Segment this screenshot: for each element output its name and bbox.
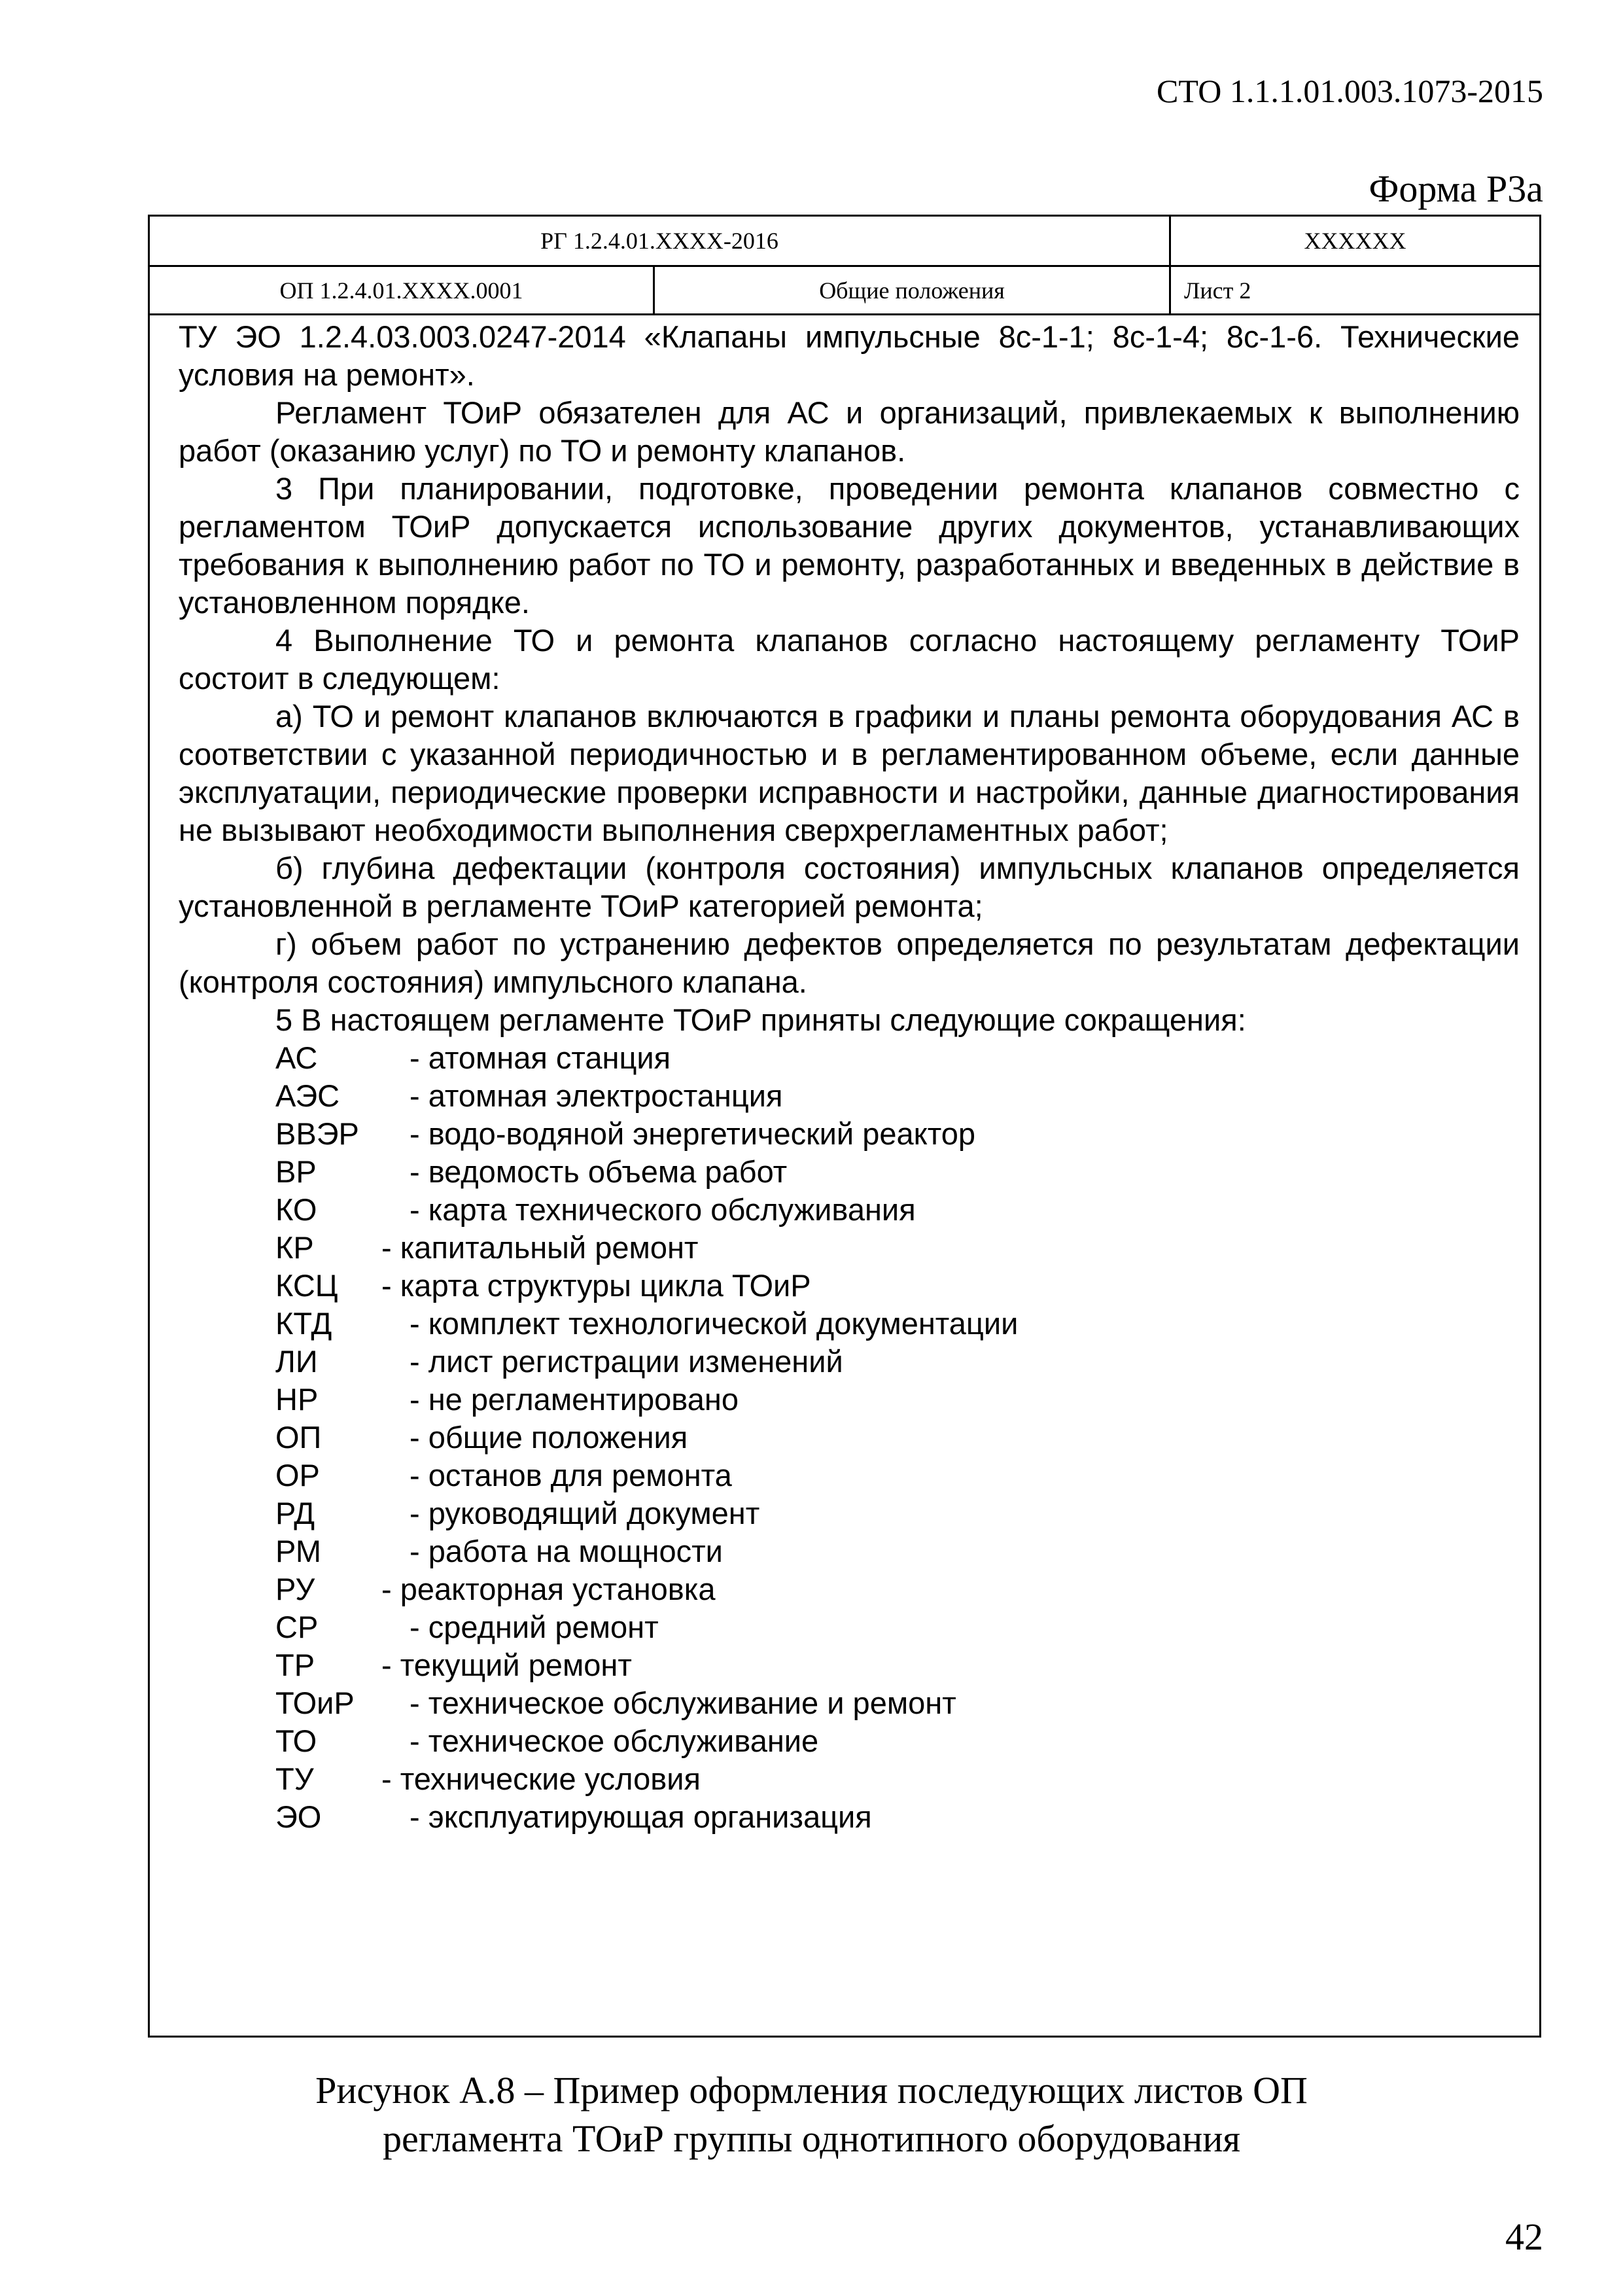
abbreviation-definition: - атомная электростанция	[410, 1078, 783, 1113]
abbreviation-code: АС	[275, 1040, 318, 1075]
doc-code-placeholder: ХХХХХХ	[1304, 228, 1406, 254]
abbreviation-code: КР	[275, 1230, 314, 1265]
abbreviation-code: РУ	[275, 1572, 315, 1606]
abbreviation-definition: - капитальный ремонт	[381, 1230, 699, 1265]
abbreviation-item	[179, 1153, 1520, 1191]
abbreviation-definition: - работа на мощности	[410, 1534, 723, 1568]
abbreviation-item	[179, 1760, 1520, 1798]
paragraph-5: 5 В настоящем регламенте ТОиР приняты следующие сокращения:	[275, 1002, 1246, 1037]
abbreviation-item	[179, 1229, 1520, 1267]
abbreviation-item	[179, 1570, 1520, 1608]
abbreviation-definition: - общие положения	[410, 1420, 688, 1455]
section-title: Общие положения	[819, 277, 1005, 304]
abbreviation-code: СР	[275, 1610, 319, 1644]
abbreviation-item	[179, 1381, 1520, 1419]
form-frame	[148, 215, 1541, 2038]
abbreviation-item	[179, 1457, 1520, 1494]
abbreviation-code: НР	[275, 1382, 319, 1417]
paragraph-mandatory: Регламент ТОиР обязателен для АС и организаций, привлекаемых к выполнению работ (оказанию услуг) по ТО и ремонту клапанов.	[179, 395, 1520, 468]
abbreviation-definition: - технические условия	[381, 1761, 701, 1796]
abbreviation-code: КСЦ	[275, 1268, 338, 1303]
abbreviation-item	[179, 1722, 1520, 1760]
abbreviation-code: РМ	[275, 1534, 321, 1568]
abbreviation-item	[179, 1532, 1520, 1570]
abbreviation-definition: - останов для ремонта	[410, 1458, 732, 1492]
abbreviation-code: ЭО	[275, 1799, 322, 1834]
section-code: ОП 1.2.4.01.ХХХХ.0001	[279, 277, 523, 304]
abbreviation-item	[179, 1039, 1520, 1077]
abbreviation-item	[179, 1305, 1520, 1343]
abbreviation-definition: - лист регистрации изменений	[410, 1344, 843, 1379]
caption-line-2: регламента ТОиР группы однотипного оборудования	[382, 2117, 1241, 2160]
frame-header-row-1	[150, 217, 1539, 267]
form-label: Форма Р3а	[1369, 168, 1543, 210]
abbreviation-code: ТО	[275, 1723, 317, 1758]
document-code: СТО 1.1.1.01.003.1073-2015	[1157, 73, 1543, 109]
abbreviation-definition: - реакторная установка	[381, 1572, 716, 1606]
abbreviation-code: ВР	[275, 1154, 317, 1189]
abbreviation-code: ОП	[275, 1420, 322, 1455]
abbreviation-code: ОР	[275, 1458, 320, 1492]
abbreviation-code: ТОиР	[275, 1686, 355, 1720]
code-cell	[1171, 217, 1539, 265]
abbreviation-definition: - техническое обслуживание и ремонт	[410, 1686, 956, 1720]
abbreviation-item	[179, 1419, 1520, 1457]
abbreviation-definition: - карта структуры цикла ТОиР	[381, 1268, 811, 1303]
section-code-cell	[150, 267, 655, 313]
frame-header-row-2	[150, 267, 1539, 315]
abbreviation-item	[179, 1494, 1520, 1532]
paragraph-4b: б) глубина дефектации (контроля состояния) импульсных клапанов определяется установленной в регламенте ТОиР категорией ремонта;	[179, 851, 1520, 923]
abbreviation-item	[179, 1608, 1520, 1646]
abbreviation-definition: - руководящий документ	[410, 1496, 760, 1530]
abbreviation-definition: - текущий ремонт	[381, 1648, 632, 1682]
abbreviation-item	[179, 1077, 1520, 1115]
abbreviation-list	[179, 1039, 1520, 1836]
abbreviation-definition: - карта технического обслуживания	[410, 1192, 916, 1227]
abbreviation-code: ТУ	[275, 1761, 314, 1796]
paragraph-tu-reference: ТУ ЭО 1.2.4.03.003.0247-2014 «Клапаны импульсные 8с-1-1; 8с-1-4; 8с-1-6. Технические условия на ремонт».	[179, 319, 1520, 392]
abbreviation-item	[179, 1646, 1520, 1684]
abbreviation-code: КО	[275, 1192, 317, 1227]
abbreviation-item	[179, 1343, 1520, 1381]
section-title-cell	[655, 267, 1171, 313]
abbreviation-item	[179, 1684, 1520, 1722]
abbreviation-code: ВВЭР	[275, 1116, 359, 1151]
abbreviation-definition: - атомная станция	[410, 1040, 671, 1075]
paragraph-3: 3 При планировании, подготовке, проведении ремонта клапанов совместно с регламентом ТОиР допускается использование других документов, устанавливающих требования к выполнению работ по ТО и ремонту, разработанных и введенных в действие в установленном порядке.	[179, 471, 1520, 620]
page-number: 42	[1505, 2216, 1543, 2258]
sheet-cell	[1171, 267, 1539, 313]
abbreviation-definition: - комплект технологической документации	[410, 1306, 1019, 1341]
abbreviation-definition: - не регламентировано	[410, 1382, 739, 1417]
abbreviation-code: РД	[275, 1496, 315, 1530]
abbreviation-code: АЭС	[275, 1078, 340, 1113]
caption-line-1: Рисунок А.8 – Пример оформления последующих листов ОП	[315, 2069, 1308, 2111]
abbreviation-definition: - техническое обслуживание	[410, 1723, 819, 1758]
abbreviation-code: КТД	[275, 1306, 332, 1341]
abbreviation-item	[179, 1191, 1520, 1229]
abbreviation-item	[179, 1798, 1520, 1836]
doc-designation-cell	[150, 217, 1171, 265]
paragraph-4: 4 Выполнение ТО и ремонта клапанов согласно настоящему регламенту ТОиР состоит в следующем:	[179, 623, 1520, 696]
abbreviation-code: ТР	[275, 1648, 315, 1682]
figure-caption	[0, 2066, 1623, 2163]
abbreviation-code: ЛИ	[275, 1344, 318, 1379]
abbreviation-definition: - ведомость объема работ	[410, 1154, 788, 1189]
abbreviation-definition: - водо-водяной энергетический реактор	[410, 1116, 976, 1151]
doc-designation: РГ 1.2.4.01.ХХХХ-2016	[540, 228, 778, 254]
abbreviation-definition: - средний ремонт	[410, 1610, 659, 1644]
paragraph-4g: г) объем работ по устранению дефектов определяется по результатам дефектации (контроля состояния) импульсного клапана.	[179, 927, 1520, 999]
abbreviation-definition: - эксплуатирующая организация	[410, 1799, 872, 1834]
abbreviation-item	[179, 1267, 1520, 1305]
paragraph-4a: а) ТО и ремонт клапанов включаются в графики и планы ремонта оборудования АС в соответствии с указанной периодичностью и в регламентированном объеме, если данные эксплуатации, периодические проверки исправности и настройки, данные диагностирования не вызывают необходимости выполнения сверхрегламентных работ;	[179, 699, 1520, 847]
abbreviation-item	[179, 1115, 1520, 1153]
sheet-number: Лист 2	[1184, 277, 1251, 304]
body-text	[179, 318, 1520, 1836]
